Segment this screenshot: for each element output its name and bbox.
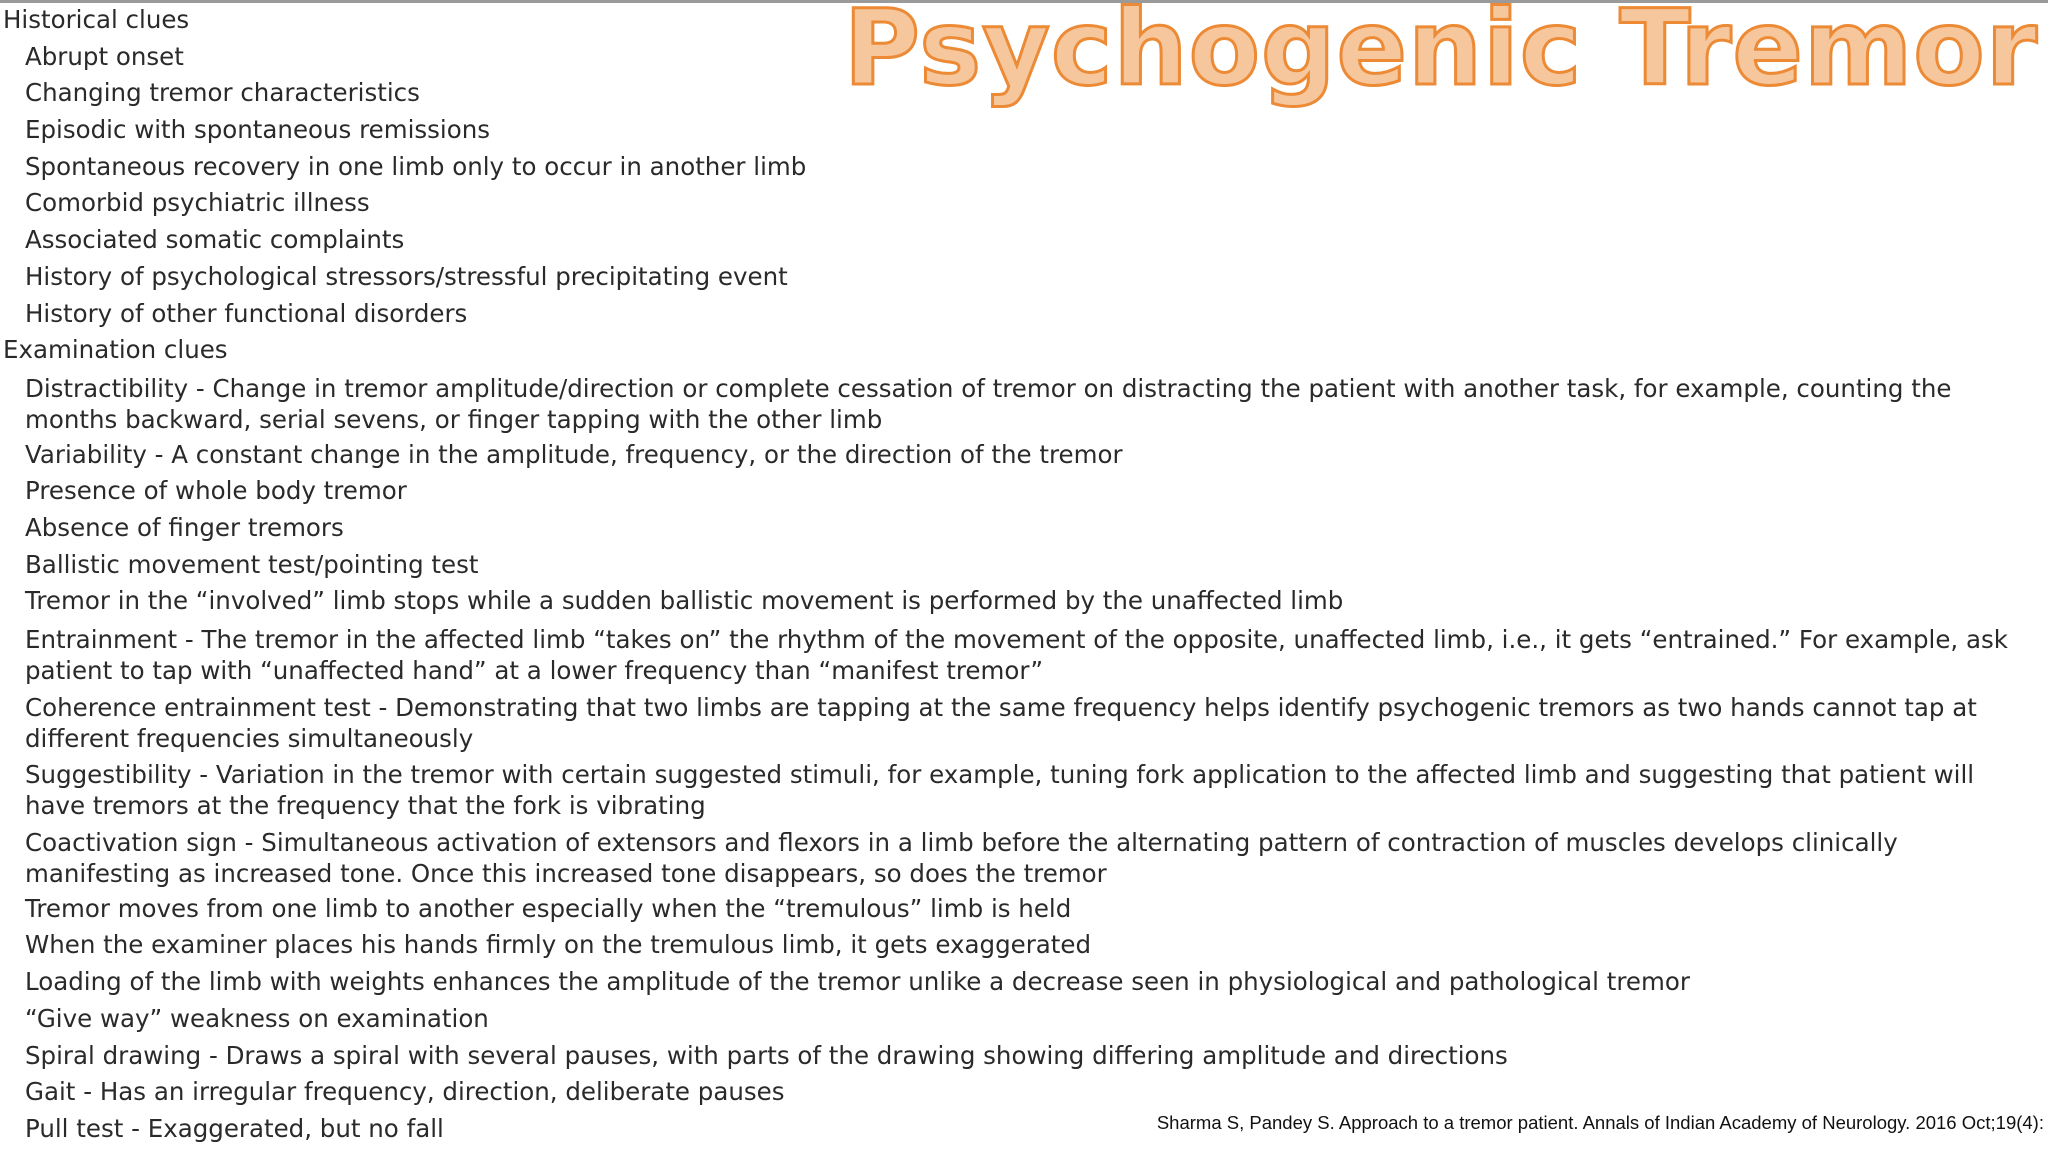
list-item: Tremor in the “involved” limb stops while a sudden ballistic movement is performed by the unaffected limb <box>25 586 1344 616</box>
list-item: Gait - Has an irregular frequency, direction, deliberate pauses <box>25 1077 785 1107</box>
list-item: History of other functional disorders <box>25 298 468 328</box>
list-item: Presence of whole body tremor <box>25 476 407 506</box>
list-item: Changing tremor characteristics <box>25 78 420 108</box>
list-item: Entrainment - The tremor in the affected limb “takes on” the rhythm of the movement of the opposite, unaffected limb, i.e., it gets “entrained.” For example, ask patient to tap with “unaffected hand” at a lower frequency than “manifest tremor” <box>25 625 2008 685</box>
list-item: Episodic with spontaneous remissions <box>25 115 490 145</box>
list-item: Comorbid psychiatric illness <box>25 188 370 218</box>
list-item: Coactivation sign - Simultaneous activation of extensors and flexors in a limb before the alternating pattern of contraction of muscles develops clinically manifesting as increased tone. Once this increased tone disappears, so does the tremor <box>25 828 1898 889</box>
list-item: Ballistic movement test/pointing test <box>25 549 479 579</box>
clues-list <box>3 2 2043 1148</box>
list-item: Distractibility - Change in tremor amplitude/direction or complete cessation of tremor on distracting the patient with another task, for example, counting the months backward, serial sevens, or finger tapping with the other limb <box>25 373 1952 434</box>
list-item: Absence of finger tremors <box>25 512 344 542</box>
list-item: Variability - A constant change in the amplitude, frequency, or the direction of the tremor <box>25 439 1123 469</box>
list-item: Pull test - Exaggerated, but no fall <box>25 1113 444 1143</box>
list-item: “Give way” weakness on examination <box>25 1003 489 1033</box>
list-item: Spontaneous recovery in one limb only to occur in another limb <box>25 151 807 181</box>
list-item: Abrupt onset <box>25 41 184 71</box>
list-item: Suggestibility - Variation in the tremor with certain suggested stimuli, for example, tuning fork application to the affected limb and suggesting that patient will have tremors at the frequency that the fork is vibrating <box>25 760 1975 821</box>
citation: Sharma S, Pandey S. Approach to a tremor patient. Annals of Indian Academy of Neurology. 2016 Oct;19(4): <box>1156 1112 2044 1133</box>
list-item: Tremor moves from one limb to another especially when the “tremulous” limb is held <box>25 893 1072 923</box>
list-item: When the examiner places his hands firmly on the tremulous limb, it gets exaggerated <box>25 930 1092 960</box>
list-item: Loading of the limb with weights enhances the amplitude of the tremor unlike a decrease seen in physiological and pathological tremor <box>25 967 1690 997</box>
list-item: Spiral drawing - Draws a spiral with several pauses, with parts of the drawing showing differing amplitude and directions <box>25 1040 1508 1070</box>
list-item: Associated somatic complaints <box>25 225 405 255</box>
section-heading-examination: Examination clues <box>3 335 228 365</box>
list-item: History of psychological stressors/stressful precipitating event <box>25 261 788 291</box>
list-item: Coherence entrainment test - Demonstrating that two limbs are tapping at the same frequency helps identify psychogenic tremors as two hands cannot tap at different frequencies simultaneously <box>25 692 1977 753</box>
page-title: Psychogenic Tremor <box>843 0 2038 109</box>
section-heading-historical: Historical clues <box>3 5 190 34</box>
